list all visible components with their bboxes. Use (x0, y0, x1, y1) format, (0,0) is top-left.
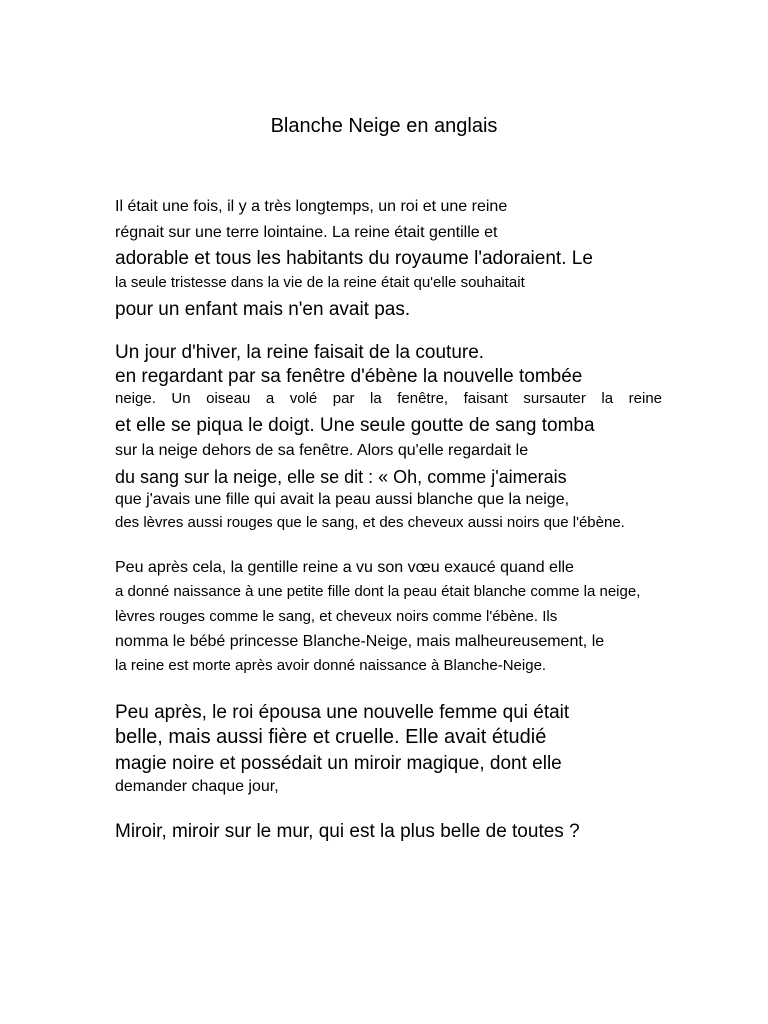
paragraph-3-line-1: Peu après cela, la gentille reine a vu son vœu exaucé quand elle (115, 559, 574, 576)
paragraph-1-line-1: Il était une fois, il y a très longtemps, un roi et une reine (115, 198, 508, 215)
paragraph-2-line-1: Un jour d'hiver, la reine faisait de la couture. (115, 342, 485, 363)
paragraph-3-line-4: nomma le bébé princesse Blanche-Neige, mais malheureusement, le (115, 633, 605, 650)
paragraph-2-line-6: du sang sur la neige, elle se dit : « Oh, comme j'aimerais (115, 467, 567, 487)
paragraph-2-line-8: des lèvres aussi rouges que le sang, et des cheveux aussi noirs que l'ébène. (115, 514, 625, 531)
paragraph-4-line-3: magie noire et possédait un miroir magique, dont elle (115, 753, 562, 774)
paragraph-1-line-2: régnait sur une terre lointaine. La reine était gentille et (115, 224, 498, 241)
paragraph-1-line-3: adorable et tous les habitants du royaume l'adoraient. Le (115, 248, 593, 269)
paragraph-2-line-7: que j'avais une fille qui avait la peau aussi blanche que la neige, (115, 491, 570, 508)
paragraph-2-line-2: en regardant par sa fenêtre d'ébène la nouvelle tombée (115, 366, 583, 387)
paragraph-2-line-5: sur la neige dehors de sa fenêtre. Alors qu'elle regardait le (115, 442, 529, 459)
paragraph-4-line-2: belle, mais aussi fière et cruelle. Elle avait étudié (115, 726, 547, 748)
paragraph-3-line-3: lèvres rouges comme le sang, et cheveux noirs comme l'ébène. Ils (115, 608, 558, 625)
paragraph-3-line-2: a donné naissance à une petite fille dont la peau était blanche comme la neige, (115, 583, 641, 600)
document-title: Blanche Neige en anglais (270, 115, 498, 137)
paragraph-1-line-5: pour un enfant mais n'en avait pas. (115, 299, 411, 320)
paragraph-3-line-5: la reine est morte après avoir donné naissance à Blanche-Neige. (115, 657, 547, 674)
paragraph-4-line-1: Peu après, le roi épousa une nouvelle femme qui était (115, 702, 570, 723)
paragraph-2-line-4: et elle se piqua le doigt. Une seule goutte de sang tomba (115, 415, 595, 436)
paragraph-1-line-4: la seule tristesse dans la vie de la reine était qu'elle souhaitait (115, 274, 525, 291)
paragraph-4-line-4: demander chaque jour, (115, 778, 279, 795)
paragraph-2-line-3: neige. Un oiseau a volé par la fenêtre, faisant sursauter la reine (115, 390, 662, 407)
paragraph-5-line-1: Miroir, miroir sur le mur, qui est la plus belle de toutes ? (115, 821, 580, 842)
